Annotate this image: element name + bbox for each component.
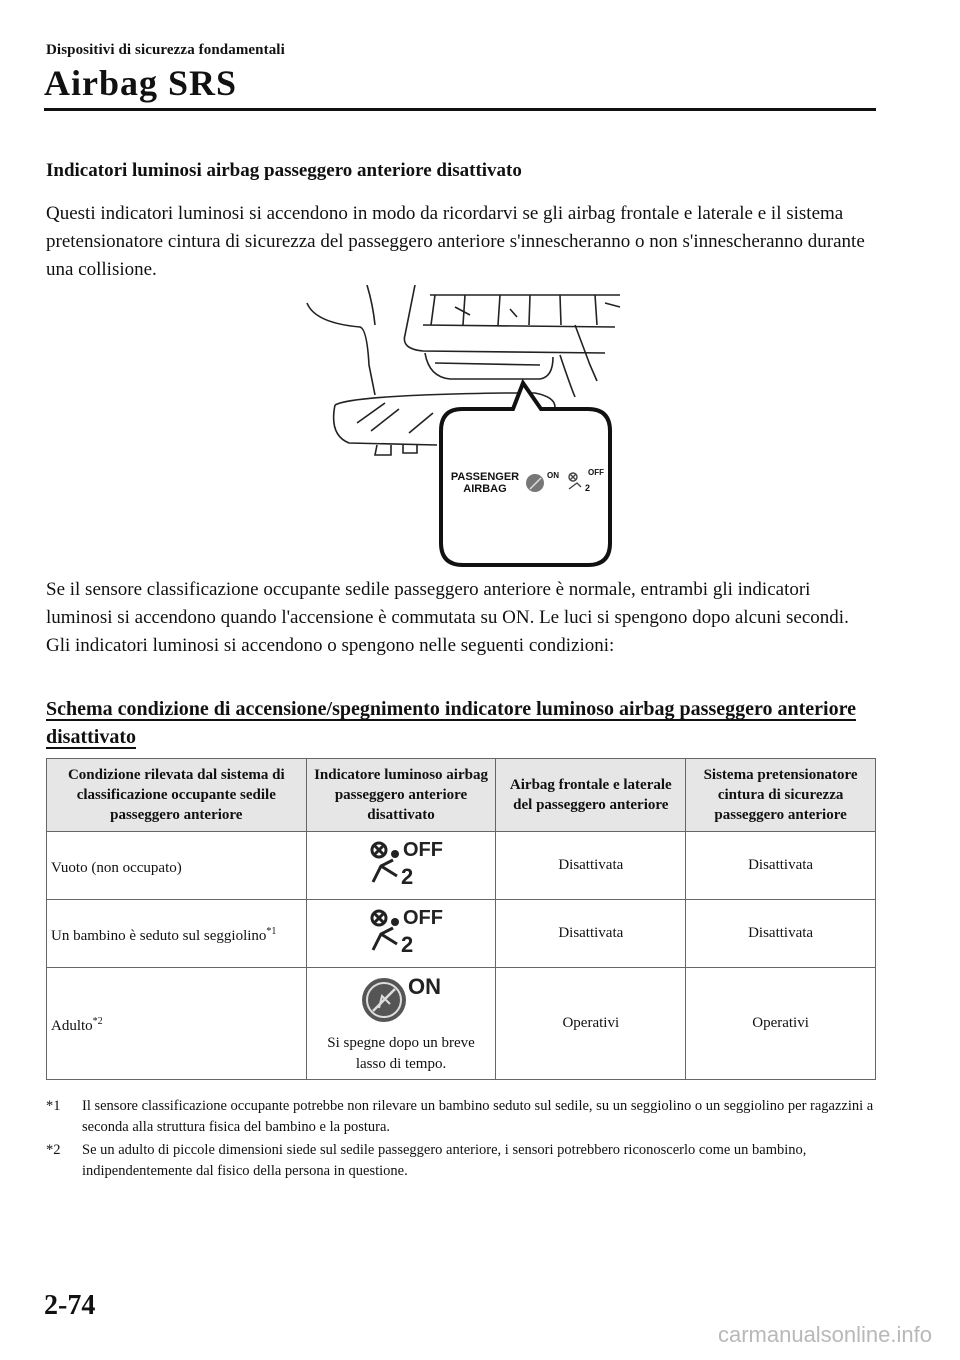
off-label: OFF [588, 468, 604, 477]
condition-cell: Adulto$^{*2}$ [47, 968, 307, 1080]
schema-heading: Schema condizione di accensione/spegnimento indicatore luminoso airbag passeggero anteriore disattivato [46, 698, 856, 748]
conditions-table [46, 758, 876, 1080]
svg-text:OFF: OFF [403, 907, 444, 929]
page-number: 2-74 [44, 1290, 96, 1321]
header-rule [44, 108, 876, 111]
svg-text:2: 2 [401, 864, 414, 888]
footnote-text: Se un adulto di piccole dimensioni siede sul sedile passeggero anteriore, i sensori potrebbero riconoscerlo come un bambino, indipendentemente dal fisico della persona in questione. [82, 1142, 807, 1179]
indicator-cell [306, 832, 496, 900]
airbag-cell: Disattivata [496, 900, 686, 968]
indicator-note: Si spegne dopo un breve lasso di tempo. [327, 1035, 475, 1072]
footnote [46, 1140, 876, 1182]
table-row [47, 968, 876, 1080]
watermark: carmanualsonline.info [717, 1322, 932, 1347]
table-row [47, 900, 876, 968]
chapter-title: Airbag SRS [44, 63, 238, 103]
passenger-airbag-on-icon [346, 972, 456, 1024]
passenger-airbag-off-icon [353, 904, 449, 956]
airbag-cell: Operativi [496, 968, 686, 1080]
condition-cell: Un bambino è seduto sul seggiolino$^{*1}$ [47, 900, 307, 968]
table-row [47, 832, 876, 900]
intro-paragraph: Questi indicatori luminosi si accendono in modo da ricordarvi se gli airbag frontale e laterale e il sistema pretensionatore cintura di sicurezza del passeggero anteriore s'innescheranno o non s'innescheranno durante una collisione. [46, 203, 865, 280]
svg-text:ON: ON [408, 974, 442, 999]
condition-cell: Vuoto (non occupato) [47, 832, 307, 900]
sub-heading: Indicatori luminosi airbag passeggero anteriore disattivato [46, 160, 522, 181]
section-label: Dispositivi di sicurezza fondamentali [46, 42, 285, 58]
footnote-mark: *2 [46, 1142, 61, 1158]
conditions-paragraph: Se il sensore classificazione occupante sedile passeggero anteriore è normale, entrambi gli indicatori luminosi si accendono quando l'accensione è commutata su ON. Le luci si spengono dopo alcuni secondi. Gli indicatori luminosi si accendono o spengono nelle seguenti condizioni: [46, 579, 849, 656]
column-header: Airbag frontale e laterale del passeggero anteriore [496, 759, 686, 832]
passenger-airbag-off-icon [353, 836, 449, 888]
pretensioner-cell: Disattivata [686, 832, 876, 900]
airbag-cell: Disattivata [496, 832, 686, 900]
column-header: Sistema pretensionatore cintura di sicurezza passeggero anteriore [686, 759, 876, 832]
indicator-cell [306, 968, 496, 1080]
footnote [46, 1096, 876, 1138]
airbag-label: AIRBAG [463, 483, 507, 495]
column-header: Condizione rilevata dal sistema di classificazione occupante sedile passeggero anteriore [47, 759, 307, 832]
footnote-text: Il sensore classificazione occupante potrebbe non rilevare un bambino seduto sul sedile, su un seggiolino o un seggiolino per ragazzini a seconda alla struttura fisica del bambino e la postura. [82, 1098, 874, 1135]
svg-text:2: 2 [401, 932, 414, 956]
svg-text:OFF: OFF [403, 839, 444, 861]
on-indicator-icon [526, 474, 544, 492]
passenger-label: PASSENGER [450, 471, 520, 483]
indicator-cell [306, 900, 496, 968]
off-number: 2 [585, 483, 591, 493]
on-label: ON [547, 471, 559, 480]
table-header-row [47, 759, 876, 832]
column-header: Indicatore luminoso airbag passeggero anteriore disattivato [306, 759, 496, 832]
pretensioner-cell: Disattivata [686, 900, 876, 968]
pretensioner-cell: Operativi [686, 968, 876, 1080]
footnote-mark: *1 [46, 1098, 61, 1114]
dashboard-illustration [305, 285, 625, 567]
